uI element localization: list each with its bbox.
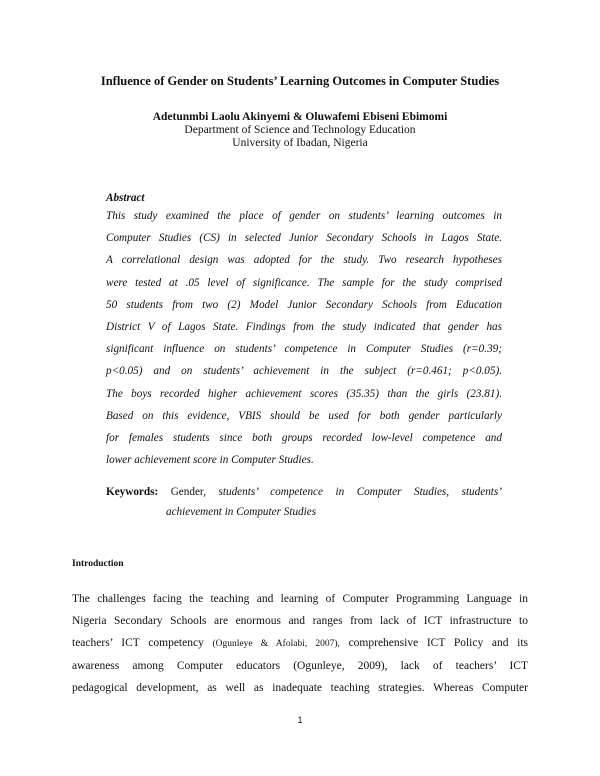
author-department: Department of Science and Technology Education bbox=[184, 124, 416, 136]
body-text-segment: teachers’ ICT competency bbox=[72, 637, 204, 649]
keyword-gender: Gender, bbox=[170, 486, 206, 498]
abstract-line: Based on this evidence, VBIS should be used for both gender particularly bbox=[106, 409, 502, 422]
keywords-section bbox=[106, 482, 502, 522]
body-line: awareness among Computer educators (Ogunleye, 2009), lack of teachers’ ICT bbox=[72, 660, 528, 672]
body-line bbox=[72, 632, 528, 655]
paper-title: Influence of Gender on Students’ Learning Outcomes in Computer Studies bbox=[100, 74, 500, 88]
abstract-line: The boys recorded higher achievement scores (35.35) than the girls (23.81). bbox=[106, 387, 502, 400]
abstract-line: were tested at .05 level of significance. The sample for the study comprised bbox=[106, 276, 502, 289]
keywords-rest: students’ competence in Computer Studies, students’ bbox=[218, 486, 502, 498]
abstract-section bbox=[106, 191, 502, 471]
citation: (Ogunleye & Afolabi, 2007), bbox=[212, 639, 340, 649]
introduction-heading: Introduction bbox=[72, 559, 124, 569]
abstract-line: This study examined the place of gender on students’ learning outcomes in bbox=[106, 210, 502, 222]
abstract-line: District V of Lagos State. Findings from the study indicated that gender has bbox=[106, 321, 502, 334]
body-text-segment: comprehensive ICT Policy and its bbox=[348, 637, 529, 649]
body-line: The challenges facing the teaching and learning of Computer Programming Language in bbox=[72, 593, 528, 605]
abstract-heading: Abstract bbox=[106, 192, 145, 204]
abstract-line: A correlational design was adopted for the study. Two research hypotheses bbox=[106, 254, 502, 267]
body-line: Nigeria Secondary Schools are enormous and ranges from lack of ICT infrastructure to bbox=[72, 615, 528, 627]
abstract-line: Computer Studies (CS) in selected Junior Secondary Schools in Lagos State. bbox=[106, 232, 502, 245]
abstract-line: p<0.05) and on students’ achievement in the subject (r=0.461; p<0.05). bbox=[106, 365, 502, 378]
introduction-body bbox=[72, 588, 528, 699]
keywords-line bbox=[106, 482, 502, 502]
keywords-label: Keywords: bbox=[106, 486, 159, 498]
author-block bbox=[0, 111, 600, 150]
body-line: pedagogical development, as well as inadequate teaching strategies. Whereas Computer bbox=[72, 682, 528, 694]
abstract-line: significant influence on students’ competence in Computer Studies (r=0.39; bbox=[106, 343, 502, 356]
abstract-line: lower achievement score in Computer Studies. bbox=[106, 454, 314, 467]
keywords-continuation: achievement in Computer Studies bbox=[166, 506, 317, 518]
author-university: University of Ibadan, Nigeria bbox=[232, 137, 368, 149]
page-number: 1 bbox=[297, 715, 303, 725]
abstract-line: 50 students from two (2) Model Junior Secondary Schools from Education bbox=[106, 298, 502, 311]
author-names: Adetunmbi Laolu Akinyemi & Oluwafemi Ebiseni Ebimomi bbox=[152, 111, 448, 123]
abstract-line: for females students since both groups recorded low-level competence and bbox=[106, 432, 502, 445]
